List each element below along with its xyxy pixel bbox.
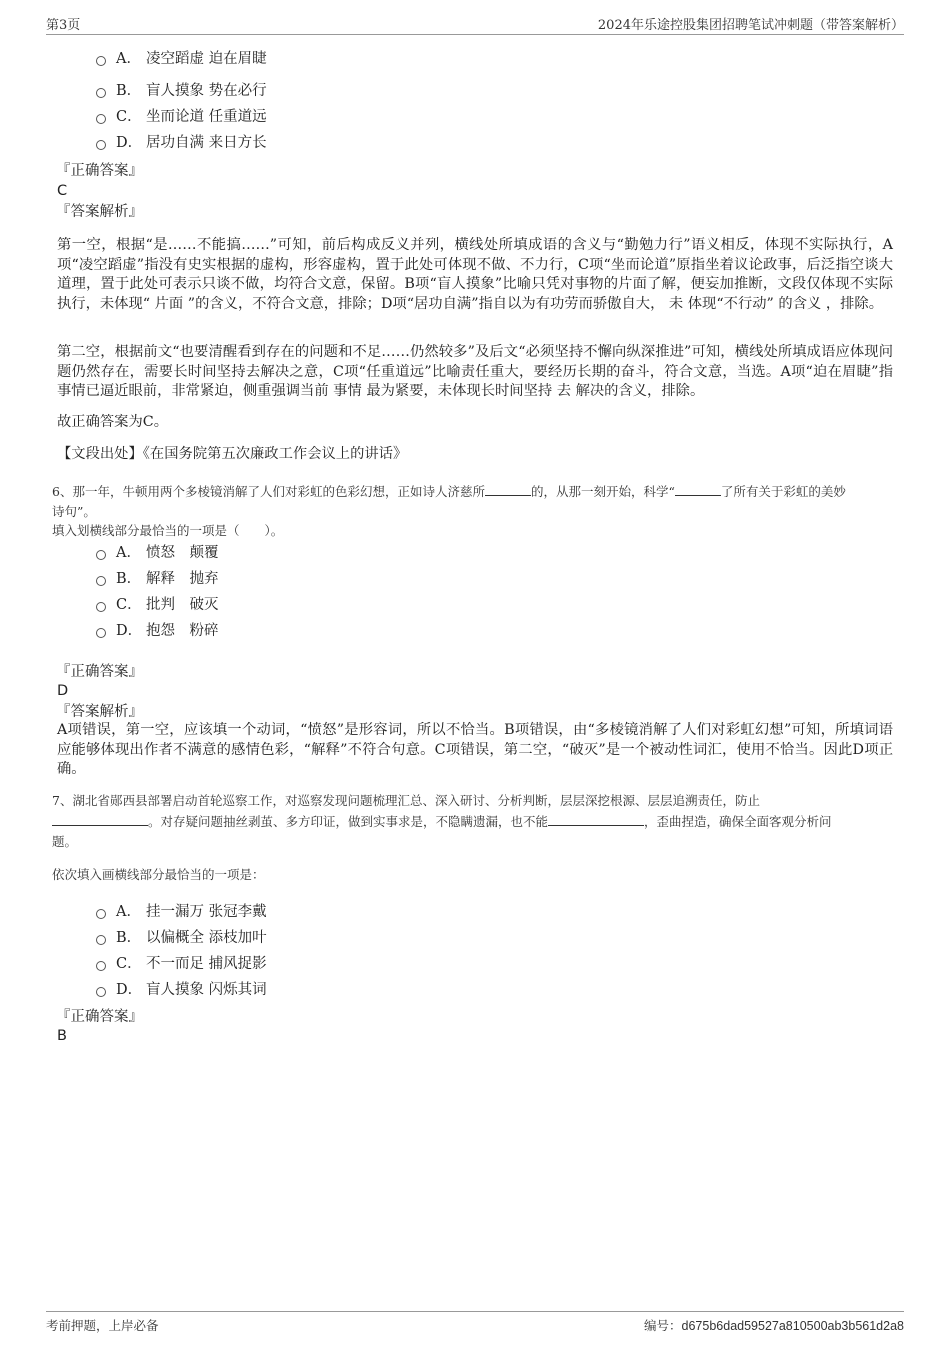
radio-icon[interactable] — [96, 909, 106, 919]
q5-analysis-conclusion: 故正确答案为C。 — [57, 414, 169, 430]
q6-answer-label: 『正确答案』 — [56, 664, 143, 680]
q5-analysis-paragraph-2: 第二空，根据前文“也要清醒看到存在的问题和不足……仍然较多”及后文“必须坚持不懈向纵深推进”可知，横线处所填成语应体现问题仍然存在，需要长时间坚持去解决之意，C项“任重道远”比喻责任重大，要经历长期的奋斗，符合文意，当选。A项“迫在眉睫”指事情已逼近眼前，非常紧迫，侧重强调当前 事情 最为紧要，未体现长时间坚持 去 解决的含义，排除。 — [57, 344, 893, 399]
q6-option-d[interactable]: D． 抱怨 粉碎 — [96, 621, 219, 641]
radio-icon[interactable] — [96, 935, 106, 945]
document-code: 编号：d675b6dad59527a810500ab3b561d2a8 — [644, 1318, 904, 1333]
blank-line — [52, 811, 148, 826]
radio-icon[interactable] — [96, 628, 106, 638]
page-header — [46, 12, 904, 35]
q5-analysis-paragraph-1: 第一空，根据“是……不能搞……”可知，前后构成反义并列，横线处所填成语的含义与“勤勉力行”语义相反，体现不实际执行，A项“凌空蹈虚”指没有史实根据的虚构，形容虚构，置于此处可体现不做、不力行，C项“坐而论道”原指坐着议论政事，后泛指空谈大道理，置于此处可表示只谈不做，均符合文意，保留。B项“盲人摸象”比喻只凭对事物的片面了解，便妄加推断，文段仅体现不实际执行，未体现“ 片面 ”的含义，不符合文意，排除；D项“居功自满”指自以为有功劳而骄傲自大， 未 体现“不行动” 的含义 ，排除。 — [57, 237, 893, 312]
q6-option-b[interactable]: B． 解释 抛弃 — [96, 569, 219, 589]
q6-analysis-label: 『答案解析』 — [56, 704, 143, 720]
footer-slogan: 考前押题，上岸必备 — [46, 1318, 159, 1333]
q7-option-a[interactable]: A． 挂一漏万 张冠李戴 — [96, 902, 267, 922]
q7-instruction: 依次填入画横线部分最恰当的一项是： — [52, 867, 265, 882]
q7-option-c[interactable]: C． 不一而足 捕风捉影 — [96, 954, 267, 974]
q7-option-b[interactable]: B． 以偏概全 添枝加叶 — [96, 928, 267, 948]
q7-stem: 7、湖北省郧西县部署启动首轮巡察工作，对巡察发现问题梳理汇总、深入研讨、分析判断，层层深挖根源、层层追溯责任，防止 。对存疑问题抽丝剥茧、多方印证，做到实事求是，不隐瞒遗漏，也不能 ，歪曲捏造，确保全面客观分析问 题。 — [52, 793, 832, 849]
radio-icon[interactable] — [96, 88, 106, 98]
blank-line — [485, 481, 531, 496]
q5-option-c[interactable]: C． 坐而论道 任重道远 — [96, 107, 267, 127]
q6-stem: 6、那一年，牛顿用两个多棱镜消解了人们对彩虹的色彩幻想，正如诗人济慈所 的，从那一刻开始，科学“ 了所有关于彩虹的美妙 诗句”。 — [52, 481, 900, 522]
q6-option-c[interactable]: C． 批判 破灭 — [96, 595, 219, 615]
radio-icon[interactable] — [96, 140, 106, 150]
q6-instruction: 填入划横线部分最恰当的一项是（ ）。 — [52, 523, 284, 538]
q5-answer: C — [57, 183, 68, 199]
q7-answer: B — [57, 1028, 67, 1044]
radio-icon[interactable] — [96, 114, 106, 124]
page-number: 第3页 — [46, 18, 81, 33]
page-footer — [46, 1311, 904, 1336]
q6-analysis: A项错误，第一空，应该填一个动词，“愤怒”是形容词，所以不恰当。B项错误，由“多棱镜消解了人们对彩虹幻想”可知，所填词语应能够体现出作者不满意的感情色彩，“解释”不符合句意。C项错误，第二空，“破灭”是一个被动性词汇，使用不恰当。因此D项正确。 — [57, 722, 893, 777]
q5-option-d[interactable]: D． 居功自满 来日方长 — [96, 133, 267, 153]
q5-source: 【文段出处】《在国务院第五次廉政工作会议上的讲话》 — [57, 446, 408, 462]
radio-icon[interactable] — [96, 987, 106, 997]
radio-icon[interactable] — [96, 961, 106, 971]
blank-line — [675, 481, 721, 496]
radio-icon[interactable] — [96, 602, 106, 612]
q5-option-a[interactable]: A． 凌空蹈虚 迫在眉睫 — [96, 49, 267, 69]
q7-answer-label: 『正确答案』 — [56, 1009, 143, 1025]
radio-icon[interactable] — [96, 576, 106, 586]
blank-line — [548, 811, 644, 826]
q5-analysis-label: 『答案解析』 — [56, 204, 143, 220]
document-title: 2024年乐途控股集团招聘笔试冲刺题（带答案解析） — [597, 18, 904, 33]
radio-icon[interactable] — [96, 56, 106, 66]
q6-answer: D — [57, 683, 69, 699]
radio-icon[interactable] — [96, 550, 106, 560]
q5-option-b[interactable]: B． 盲人摸象 势在必行 — [96, 81, 267, 101]
q6-option-a[interactable]: A． 愤怒 颠覆 — [96, 543, 219, 563]
q5-answer-label: 『正确答案』 — [56, 163, 143, 179]
q7-option-d[interactable]: D． 盲人摸象 闪烁其词 — [96, 980, 267, 1000]
